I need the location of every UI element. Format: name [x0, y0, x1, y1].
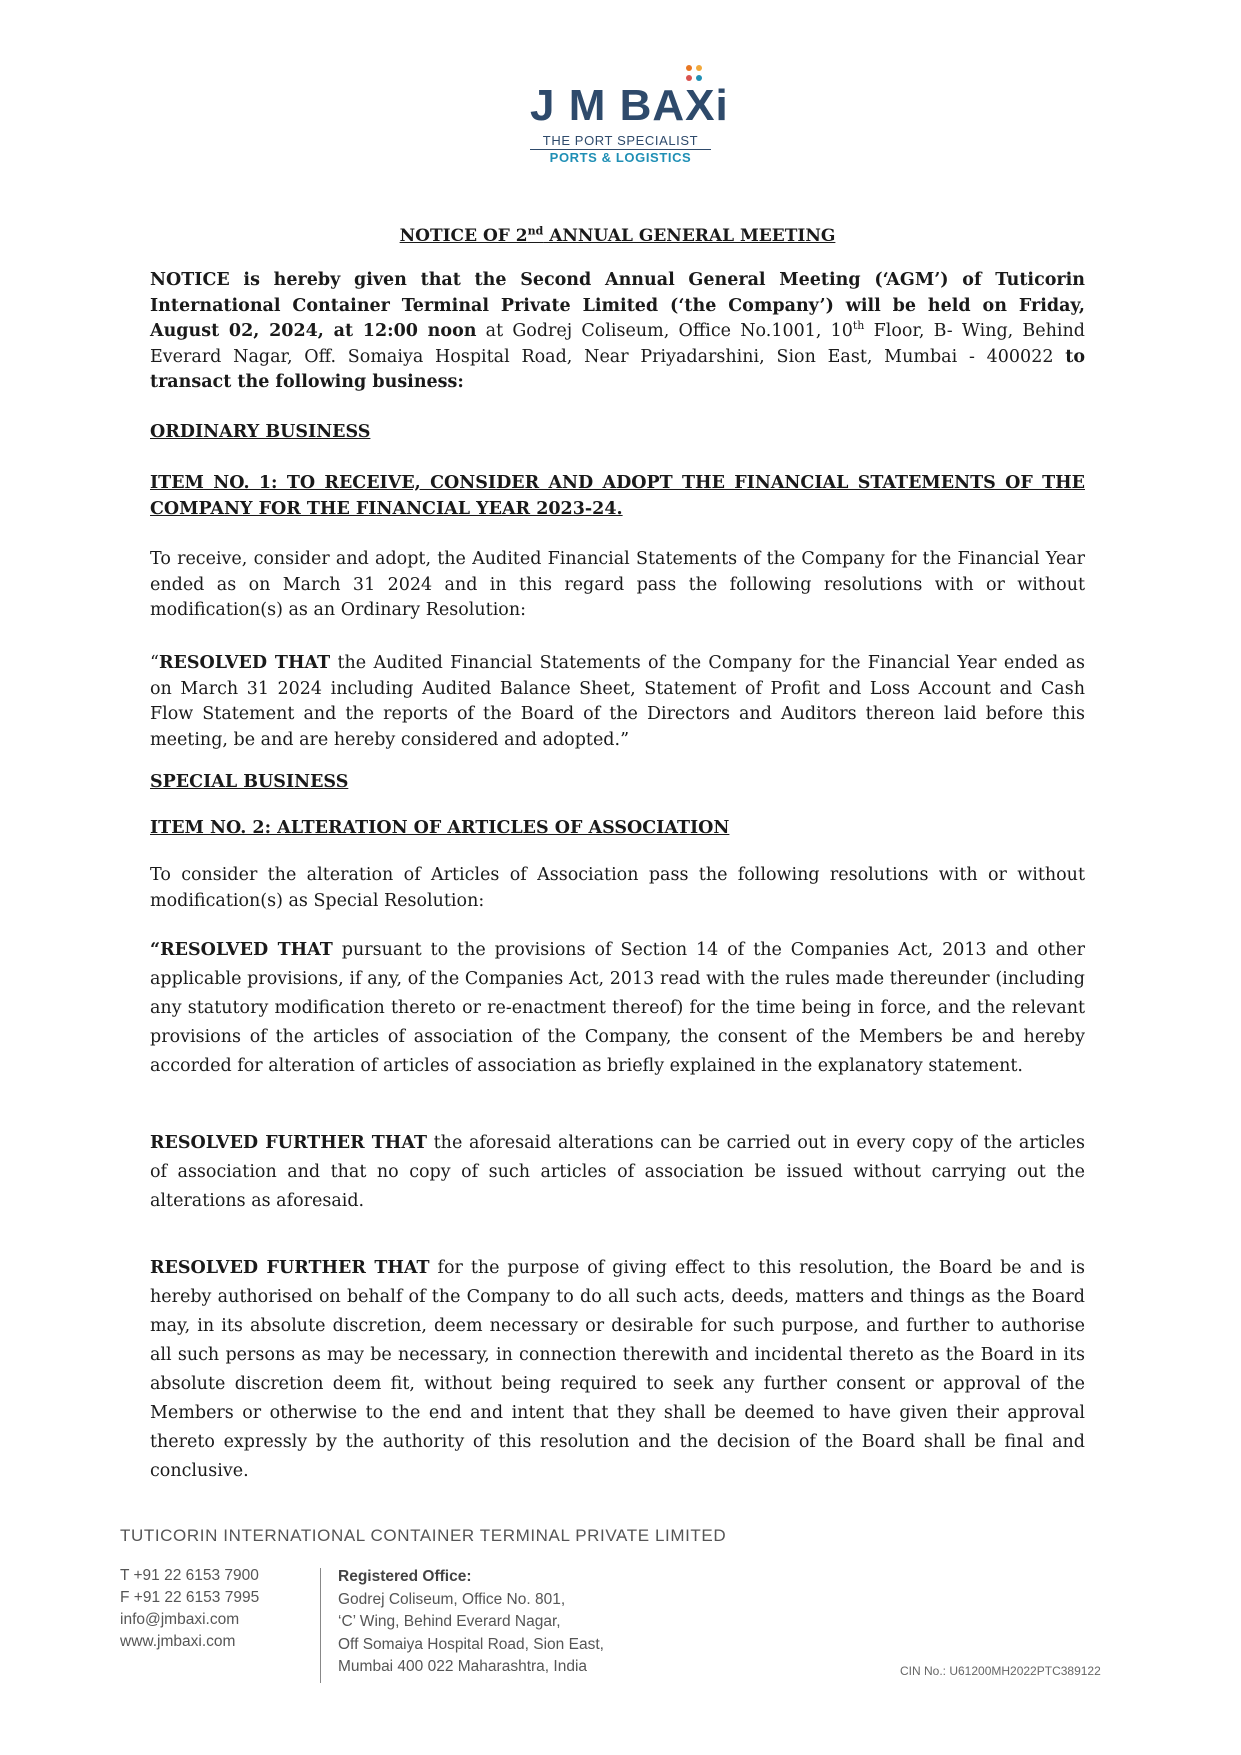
footer-phone: T +91 22 6153 7900 — [120, 1567, 259, 1584]
footer-registered-office — [338, 1566, 604, 1679]
item2-heading: ITEM NO. 2: ALTERATION OF ARTICLES OF ASSOCIATION — [150, 818, 730, 838]
logo-dot — [696, 65, 702, 71]
item2-resolved-further-label-2: RESOLVED FURTHER THAT — [150, 1258, 430, 1278]
intro-text-1: at Godrej Coliseum, Office No.1001, 10 — [476, 321, 853, 341]
intro-paragraph — [150, 268, 1085, 396]
title-suffix: ANNUAL GENERAL MEETING — [543, 226, 836, 246]
logo-brand: J M BAXi — [530, 81, 729, 130]
item2-resolved-further-label: RESOLVED FURTHER THAT — [150, 1133, 427, 1153]
footer-website[interactable]: www.jmbaxi.com — [120, 1633, 236, 1650]
intro-sup: th — [852, 319, 865, 333]
item1-resolution-text: the Audited Financial Statements of the Company for the Financial Year ended as on March 31 2024 including Audited Balance Sheet, Statement of Profit and Loss Account and Cash Flow Statement and the reports of the Board of the Directors and Auditors thereon laid before this meeting, be and are hereby considered and adopted.” — [150, 653, 1085, 750]
item1-heading: ITEM NO. 1: TO RECEIVE, CONSIDER AND ADOPT THE FINANCIAL STATEMENTS OF THE COMPANY FOR THE FINANCIAL YEAR 2023-24. — [150, 473, 1085, 519]
item2-resolution-3 — [150, 1254, 1085, 1486]
item1-resolved-label: RESOLVED THAT — [158, 653, 331, 673]
office-label: Registered Office: — [338, 1568, 472, 1585]
logo-division: PORTS & LOGISTICS — [549, 150, 692, 165]
intro-bold-2: to transact the following business: — [150, 346, 1085, 392]
office-line: Off Somaiya Hospital Road, Sion East, — [338, 1635, 604, 1653]
footer-fax: F +91 22 6153 7995 — [120, 1589, 260, 1606]
footer-divider — [320, 1568, 321, 1683]
office-line: ‘C’ Wing, Behind Everard Nagar, — [338, 1613, 561, 1630]
office-line: Godrej Coliseum, Office No. 801, — [338, 1590, 566, 1608]
item2-resolution-1-text: pursuant to the provisions of Section 14 of the Companies Act, 2013 and other applicable provisions, if any, of the Companies Act, 2013 read with the rules made thereunder (including any statutory modification thereto or re-enactment thereof) for the time being in force, and the relevant provisions of the articles of association of the Company, the consent of the Members be and hereby accorded for alteration of articles of association as briefly explained in the explanatory statement. — [150, 940, 1085, 1076]
intro-bold-1: NOTICE is hereby given that the Second Annual General Meeting (‘AGM’) of Tuticorin International Container Terminal Private Limited (‘the Company’) will be held on Friday, August 02, 2024, at 12:00 noon — [150, 270, 1085, 341]
item1-paragraph: To receive, consider and adopt, the Audited Financial Statements of the Company for the Financial Year ended as on March 31 2024 and in this regard pass the following resolutions with or without modification(s) as an Ordinary Resolution: — [150, 549, 1085, 620]
item2-resolution-3-text: for the purpose of giving effect to this resolution, the Board be and is hereby authorised on behalf of the Company to do all such acts, deeds, matters and things as the Board may, in its absolute discretion, deem necessary or desirable for such purpose, and further to authorise all such persons as may be necessary, in connection therewith and incidental thereto as the Board in its absolute discretion deem fit, without being required to seek any further consent or approval of the Members or otherwise to the end and intent that they shall be deemed to have given their approval thereto expressly by the authority of this resolution and the decision of the Board shall be final and conclusive. — [150, 1258, 1085, 1481]
item2-paragraph: To consider the alteration of Articles of Association pass the following resolutions with or without modification(s) as Special Resolution: — [150, 865, 1085, 911]
footer-company-name: TUTICORIN INTERNATIONAL CONTAINER TERMINAL PRIVATE LIMITED — [120, 1526, 727, 1545]
item1-resolution — [150, 651, 1085, 753]
special-business-heading: SPECIAL BUSINESS — [150, 772, 349, 792]
title-prefix: NOTICE OF 2 — [399, 226, 528, 246]
ordinary-business-heading: ORDINARY BUSINESS — [150, 422, 371, 442]
item2-resolution-1 — [150, 936, 1085, 1081]
logo-dot — [686, 65, 692, 71]
item1-open-quote: “ — [150, 653, 159, 673]
footer-cin: CIN No.: U61200MH2022PTC389122 — [900, 1664, 1101, 1678]
item2-resolution-2-text: the aforesaid alterations can be carried out in every copy of the articles of association and that no copy of such articles of association be issued without carrying out the alterations as aforesaid. — [150, 1133, 1085, 1211]
title-sup: nd — [527, 224, 544, 238]
notice-title — [150, 226, 1085, 246]
item2-resolved-label: “RESOLVED THAT — [150, 940, 333, 960]
footer-email[interactable]: info@jmbaxi.com — [120, 1611, 240, 1628]
logo-tagline: THE PORT SPECIALIST — [542, 133, 699, 148]
item2-resolution-2 — [150, 1129, 1085, 1216]
company-logo — [530, 60, 729, 165]
office-line: Mumbai 400 022 Maharashtra, India — [338, 1658, 588, 1675]
intro-text-2: Floor, B- Wing, Behind Everard Nagar, Off. Somaiya Hospital Road, Near Priyadarshini, Sion East, Mumbai - 400022 — [150, 321, 1085, 367]
footer-contacts — [120, 1565, 259, 1653]
